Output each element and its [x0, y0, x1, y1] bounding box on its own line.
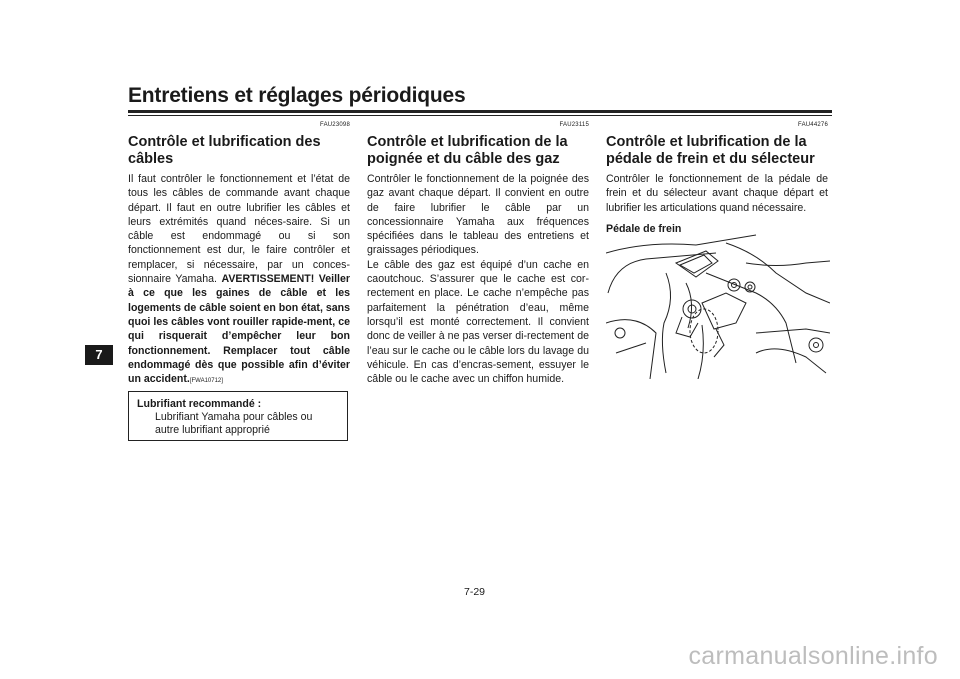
- pedal-body: Contrôler le fonctionnement de la pédale de frein et du sélecteur avant chaque départ et lubrifier les articulations quand nécessaire.: [606, 173, 828, 214]
- lubricant-box: [128, 391, 348, 441]
- ref-code: FAU23115: [559, 122, 589, 128]
- cables-warning: AVERTISSEMENT! Veiller à ce que les gaines de câble et les logements de câble soient en bon état, sans quoi les câbles vont rouiller rapide-ment, ce qui risquerait d’empêcher leur bon fonctionnement. Remplacer tout câble endommagé dès que possible afin d’éviter un accident.: [128, 273, 350, 386]
- brake-pedal-subhead: Pédale de frein: [606, 222, 682, 235]
- section-title-throttle: Contrôle et lubrification de la poignée et du câble des gaz: [367, 134, 568, 167]
- watermark: carmanualsonline.info: [688, 642, 938, 670]
- page-number: 7-29: [464, 586, 486, 598]
- page-title: Entretiens et réglages périodiques: [128, 84, 466, 107]
- column-cables: [128, 122, 350, 388]
- ref-code: FAU44276: [798, 122, 828, 128]
- section-title-pedal: Contrôle et lubrification de la pédale de frein et du sélecteur: [606, 134, 815, 167]
- throttle-body-2: Le câble des gaz est équipé d’un cache en caoutchouc. S’assurer que le cache est cor-rectement en place. Le cache n’empêche pas parfaitement la pénétration d’eau, même lorsqu’il est monté correctement. Il convient donc de veiller à ne pas verser di-rectement de l’eau sur le cache ou le câble lors du lavage du véhicule. En cas d’encras-sement, essuyer le câble ou le cache avec un chiffon humide.: [367, 258, 589, 386]
- throttle-body-1: Contrôler le fonctionnement de la poignée des gaz avant chaque départ. Il convient en outre de faire lubrifier le câble par un concessionnaire Yamaha aux fréquences spécifiées dans le tableau des entretiens et graissages périodiques.: [367, 173, 589, 257]
- cables-body: [128, 172, 350, 388]
- cables-text: Il faut contrôler le fonctionnement et l’état de tous les câbles de commande avant chaque départ. Il faut en outre lubrifier les câbles et leurs extrémités quand néces-saire. Si un câble est endommagé ou si son fonctionnement est dur, le faire contrôler et remplacer, si nécessaire, par un conces-sionnaire Yamaha.: [128, 173, 350, 286]
- chapter-tab: 7: [85, 345, 113, 365]
- brake-pedal-illustration: [606, 233, 830, 379]
- section-title-cables: Contrôle et lubrification des câbles: [128, 134, 321, 167]
- ref-code: FAU23098: [320, 122, 350, 128]
- column-throttle: [367, 122, 589, 386]
- header-rule-thin: [128, 115, 832, 116]
- column-pedal: [606, 122, 828, 235]
- warning-ref: [FWA10712]: [189, 378, 223, 385]
- lubricant-title: Lubrifiant recommandé :: [137, 398, 262, 410]
- header-rule: [128, 110, 832, 113]
- lubricant-value: Lubrifiant Yamaha pour câbles ou autre lubrifiant approprié: [155, 411, 313, 436]
